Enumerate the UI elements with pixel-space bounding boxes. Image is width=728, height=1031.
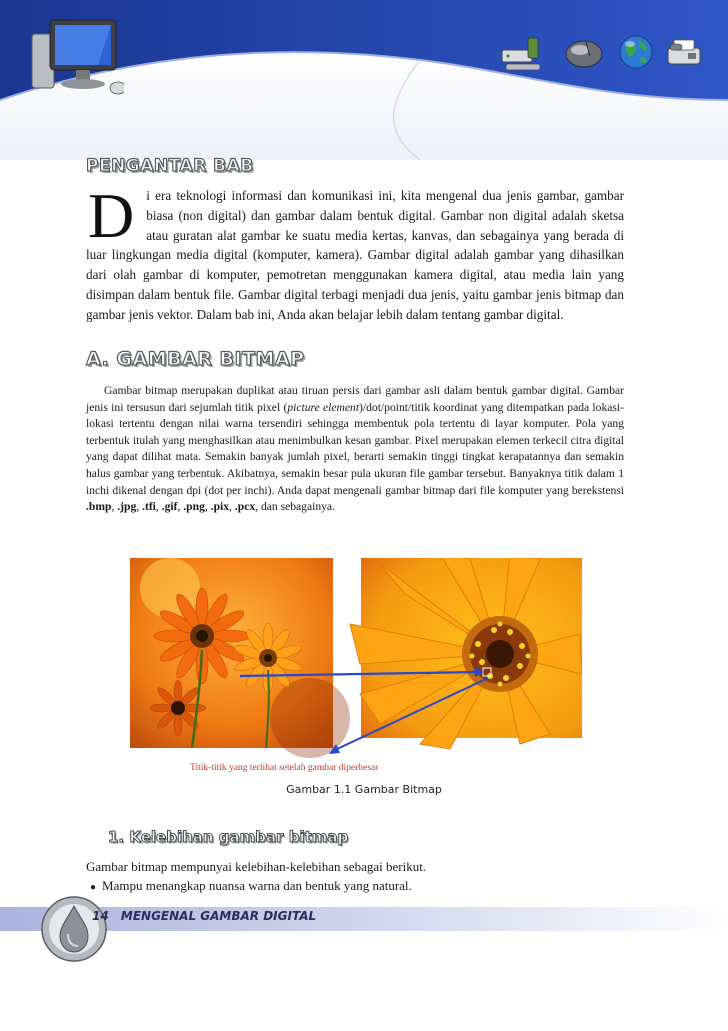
header-band [0, 0, 728, 160]
ext-jpg: .jpg [117, 500, 137, 514]
flower-photo-zoomed [350, 558, 582, 749]
bitmap-figure [130, 558, 582, 778]
ext-tfi: .tfi [142, 500, 156, 514]
sep: , [177, 500, 184, 514]
bitmap-text-part1: Gambar bitmap merupakan duplikat atau tiruan persis dari gambar asli dalam bentuk gambar digital. Gambar jenis ini tersusun dari sejumlah titik pixel ( [86, 384, 624, 414]
ext-pcx: .pcx [234, 500, 256, 514]
intro-text: i era teknologi informasi dan komunikasi ini, kita mengenal dua jenis gambar, gambar biasa (non digital) dan gambar dalam bentuk digital. Gambar non digital adalah sketsa atau guratan alat gambar ke suatu media kertas, kanvas, dan sebagainya yang berada di luar lingkungan media digital (komputer, kamera). Gambar digital adalah gambar yang dihasilkan dari olah gambar di komputer, pemotretan menggunakan kamera digital, atau media lain yang disimpan dalam bentuk file. Gambar digital terbagi menjadi dua jenis, yaitu gambar jenis bitmap dan gambar jenis vektor. Dalam bab ini, Anda akan belajar lebih dalam tentang gambar digital. [86, 188, 624, 322]
subsection-intro: Gambar bitmap mempunyai kelebihan-kelebihan sebagai berikut. [86, 859, 427, 874]
bitmap-paragraph [86, 383, 624, 516]
flower-photo-small [130, 558, 350, 758]
list-item [90, 876, 412, 897]
bitmap-text-tail: , dan sebagainya. [255, 500, 335, 514]
ext-png: .png [183, 500, 205, 514]
footer-title [92, 909, 316, 923]
ext-gif: .gif [161, 500, 178, 514]
intro-paragraph [86, 180, 624, 325]
sep: , [111, 500, 118, 514]
sep: , [204, 500, 211, 514]
section-heading-gambar-bitmap: A. GAMBAR BITMAP [86, 348, 305, 370]
sep: , [136, 500, 143, 514]
drop-logo-icon [38, 894, 110, 964]
sep: , [155, 500, 162, 514]
bitmap-text-italic: picture element [287, 400, 360, 414]
bullet-icon: ● [90, 882, 97, 893]
subsection-heading: 1. Kelebihan gambar bitmap [108, 828, 349, 846]
book-title: MENGENAL GAMBAR DIGITAL [120, 909, 317, 923]
computer-monitor-icon [28, 14, 124, 96]
figure-annotation: Titik-titik yang terlihat setelah gambar diperbesar [190, 763, 379, 773]
ext-bmp: .bmp [86, 500, 112, 514]
ext-pix: .pix [210, 500, 230, 514]
list-item-text: Mampu menangkap nuansa warna dan bentuk yang natural. [102, 878, 412, 893]
sep: , [229, 500, 235, 514]
bullet-list [90, 876, 412, 897]
page-number: 14 [92, 909, 109, 923]
section-heading-pengantar: PENGANTAR BAB [86, 156, 254, 176]
network-device-icon [498, 34, 544, 74]
figure-caption: Gambar 1.1 Gambar Bitmap [286, 783, 442, 796]
globe-icon [616, 32, 656, 72]
bitmap-text-part2: )/dot/point/titik koordinat yang ditempatkan pada lokasi-lokasi tertentu dengan nilai warna tersendiri sehingga membentuk pola tertentu di layar komputer. Pola yang terbentuk itulah yang menghasilkan atau menimbulkan kesan gambar. Pixel merupakan elemen terkecil citra digital yang dapat dilihat mata. Semakin banyak jumlah pixel, berarti semakin tinggi tingkat kerapatannya dan semakin halus gambar yang terbentuk. Akibatnya, semakin besar pula ukuran file gambar tersebut. Banyaknya titik dalam 1 inchi dikenal dengan dpi (dot per inchi). Anda dapat mengenali gambar bitmap dari file komputer yang berekstensi [86, 400, 624, 497]
fax-machine-icon [664, 34, 704, 70]
dropcap-letter: D [88, 180, 135, 251]
mouse-icon [562, 34, 606, 72]
